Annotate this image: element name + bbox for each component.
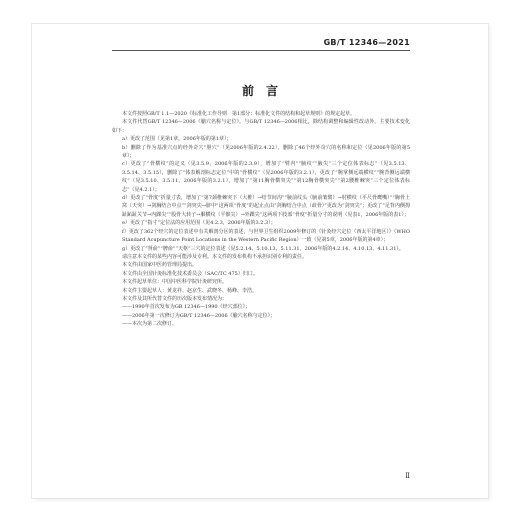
drafting-unit: 本文件起草单位：中国中医科学院针灸研究所。 [122, 279, 228, 286]
intro-paragraph-1: 本文件按照GB/T 1.1—2020《标准化工作导则 第1部分：标准化文件的结构和起草规则》的规定起草。 [122, 111, 356, 117]
history-header: 本文件及其所代替文件的历次版本发布情况为： [122, 295, 228, 302]
change-item-g: g）更改了“肾俞”“脾俞”“天枢”三穴的定位表述（见5.2.14、5.10.13、5.11.31，2006年版的4.2.14、4.10.13、4.11.31）。 [122, 245, 404, 252]
header-rule [112, 50, 410, 51]
foreword-body [112, 110, 410, 329]
change-item-b: b）删除了作为基准穴点的经外奇穴“胆穴”（见2006年版的2.4.22），删除了46个经外奇穴的名称和定位（见2006年版的第5章）； [122, 144, 410, 160]
change-item-f: f）更改了362个经穴的定位表述中有关解剖分区的表述，与世界卫生组织2009年修订的《针灸经穴定位（西太平洋地区）》（WHO Standard Acupuncture Point Locations in the Western Pacific Region）一致（见第5章，2006年版的第4章）； [122, 228, 410, 244]
standard-number: GB/T 12346—2021 [323, 38, 410, 47]
drafters: 本文件主要起草人：黄龙祥、赵京生、武晓冬、杨峰、李浩。 [122, 287, 258, 294]
history-item: ——本次为第二次修订。 [122, 321, 178, 328]
change-item-a: a）更改了范围（见第1章，2006年版的第1章）； [122, 136, 232, 143]
change-item-c: c）更改了“骨横纹”的定义（见3.5.9，2006年版的2.3.9），增加了“臂内”“腋纹”“腋尖”三个定位体表标志”（见3.5.13、3.5.14、3.5.15），删除了“体表解剖标志定位”中的“骨横纹”（见2006年版的3.2.1），更改了“腕掌侧远端横纹”“腕背侧远端横纹”（见3.5.10、3.5.11，2006年版的3.2.1），增加了“第11胸骨横突尖”“第12胸骨横突尖”“第2腰椎棘突”三个定位体表标志”（见4.2.1）； [122, 161, 410, 193]
page-number: Ⅱ [405, 472, 410, 480]
page-title: 前 言 [241, 84, 278, 98]
patent-notice: 请注意本文件的某些内容可能涉及专利。本文件的发布机构不承担识别专利的责任。 [122, 253, 308, 260]
change-item-e: e）更改了“指寸”定位法的应用范围（见4.2.3，2006年版的3.2.3）； [122, 220, 276, 227]
centralized-by: 本文件由全国针灸标准化技术委员会（SAC/TC 475）归口。 [122, 270, 258, 277]
proposed-by: 本文件由国家中医药管理局提出。 [122, 262, 198, 269]
intro-paragraph-2: 本文件代替GB/T 12346—2006《腧穴名称与定位》。与GB/T 12346—2006相比，除结构调整和编辑性改动外，主要技术变化如下： [112, 119, 410, 134]
document-page [32, 24, 488, 498]
history-item: ——2006年第一次修订为GB/T 12346—2006《腧穴名称与定位》； [122, 312, 276, 319]
history-item: ——1990年首次发布为GB 12346—1990《经穴部位》； [122, 304, 251, 311]
change-item-d: d）更改了“骨度”折量寸表，增加了“第7颈椎棘突下（大椎）→结节间沟”“腋前纹头（腋前皱襞）→肘横纹（平尺骨鹰嘴）”“胸骨上窝（天突）→剑胸结合中点”“剑突尖→脐中”这两项“骨度”的起止点由“剑胸结合中点（歧骨）”更改为“剑突尖”；更改了“足背内侧拇趾跖趾关节→内踝尖”“股骨大转子→腘横纹（平髌尖）→外踝尖”这两项下肢部“骨度”折量分寸的说明（见表1，2006年版的表1）； [122, 195, 410, 218]
